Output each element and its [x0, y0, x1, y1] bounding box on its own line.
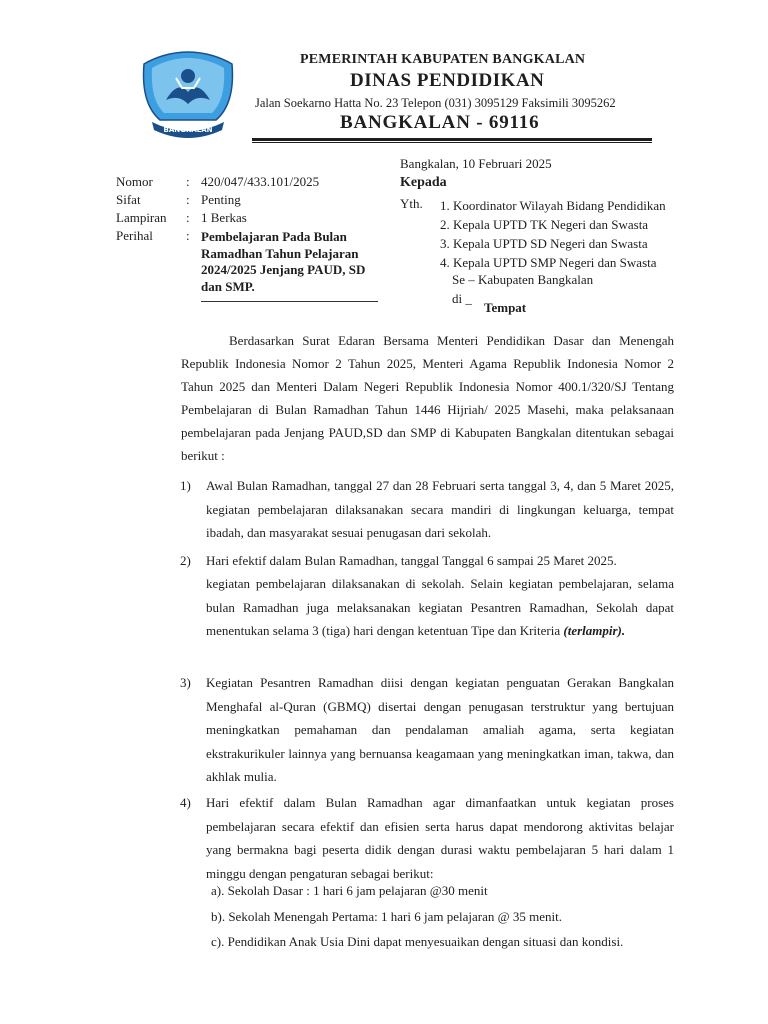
- item-text: Kegiatan Pesantren Ramadhan diisi dengan kegiatan penguatan Gerakan Bangkalan Menghafal al-Quran (GBMQ) disertai dengan penugasan terstruktur yang bertujuan meningkatkan pemahaman dan pendalaman amaliah agama, serta kegiatan ekstrakurikuler lainnya yang bernuansa keagamaan yang meningkatkan iman, takwa, dan akhlak mulia.: [206, 675, 674, 784]
- subject-underline: [201, 301, 378, 302]
- letterhead-government: PEMERINTAH KABUPATEN BANGKALAN: [300, 52, 586, 67]
- letter-date: Bangkalan, 10 Februari 2025: [400, 156, 552, 171]
- sifat-value: Penting: [201, 192, 241, 207]
- nomor-label: Nomor: [116, 174, 153, 189]
- letterhead-agency: DINAS PENDIDIKAN: [350, 70, 545, 91]
- item-number: 1): [180, 478, 191, 493]
- item-first-line: Hari efektif dalam Bulan Ramadhan, tanggal Tanggal 6 sampai 25 Maret 2025.: [206, 553, 617, 568]
- sub-item: b). Sekolah Menengah Pertama: 1 hari 6 jam pelajaran @ 35 menit.: [211, 909, 562, 924]
- item-text: Awal Bulan Ramadhan, tanggal 27 dan 28 Februari serta tanggal 3, 4, dan 5 Maret 2025, kegiatan pembelajaran dilaksanakan secara mandiri di lingkungan keluarga, tempat ibadah, dan masyarakat sesuai penugasan dari sekolah.: [206, 478, 674, 540]
- recipient-item: 1. Koordinator Wilayah Bidang Pendidikan: [440, 198, 666, 213]
- recipient-list: [440, 196, 666, 272]
- lampiran-value: 1 Berkas: [201, 210, 247, 225]
- sub-item: c). Pendidikan Anak Usia Dini dapat menyesuaikan dengan situasi dan kondisi.: [211, 934, 624, 949]
- sifat-colon: :: [186, 192, 190, 207]
- recipient-item: 4. Kepala UPTD SMP Negeri dan Swasta: [440, 255, 657, 270]
- kepada-label: Kepada: [400, 175, 447, 190]
- nomor-value: 420/047/433.101/2025: [201, 174, 320, 189]
- perihal-value: Pembelajaran Pada Bulan Ramadhan Tahun Pelajaran 2024/2025 Jenjang PAUD, SD dan SMP.: [201, 229, 366, 294]
- sub-item: a). Sekolah Dasar : 1 hari 6 jam pelajaran @30 menit: [211, 883, 488, 898]
- yth-label: Yth.: [400, 196, 423, 211]
- recipient-scope: Se – Kabupaten Bangkalan: [452, 272, 594, 287]
- lampiran-colon: :: [186, 210, 190, 225]
- item-number: 4): [180, 795, 191, 810]
- letterhead-rule: [252, 138, 652, 141]
- recipient-item: 3. Kepala UPTD SD Negeri dan Swasta: [440, 236, 648, 251]
- letterhead-rule-thin: [252, 142, 652, 143]
- item-emphasis: (terlampir).: [563, 623, 626, 638]
- letterhead-city: BANGKALAN - 69116: [340, 112, 540, 133]
- recipient-di: di _: [452, 291, 472, 306]
- letterhead-address: Jalan Soekarno Hatta No. 23 Telepon (031) 3095129 Faksimili 3095262: [255, 96, 616, 110]
- intro-paragraph: Berdasarkan Surat Edaran Bersama Menteri Pendidikan Dasar dan Menengah Republik Indonesia Nomor 2 Tahun 2025, Menteri Agama Republik Indonesia Nomor 2 Tahun 2025 dan Menteri Dalam Negeri Republik Indonesia Nomor 400.1/320/SJ Tentang Pembelajaran di Bulan Ramadhan Tahun 1446 Hijriah/ 2025 Masehi, maka pelaksanaan pembelajaran pada Jenjang PAUD,SD dan SMP di Kabupaten Bangkalan ditentukan sebagai berikut :: [181, 333, 674, 463]
- emblem-ribbon-text: BANGKALAN: [163, 126, 213, 134]
- item-text: [206, 572, 674, 643]
- perihal-label: Perihal: [116, 228, 153, 243]
- recipient-tempat: Tempat: [484, 300, 527, 315]
- nomor-colon: :: [186, 174, 190, 189]
- item-number: 2): [180, 553, 191, 568]
- lampiran-label: Lampiran: [116, 210, 167, 225]
- recipient-item: 2. Kepala UPTD TK Negeri dan Swasta: [440, 217, 649, 232]
- perihal-colon: :: [186, 228, 190, 243]
- item-number: 3): [180, 675, 191, 690]
- regency-emblem-icon: [136, 48, 240, 138]
- item-text-body: kegiatan pembelajaran dilaksanakan di sekolah. Selain kegiatan pembelajaran, selama bulan Ramadhan juga melaksanakan kegiatan Pesantren Ramadhan, Sekolah dapat menentukan selama 3 (tiga) hari dengan ketentuan Tipe dan Kriteria: [206, 576, 674, 638]
- sifat-label: Sifat: [116, 192, 141, 207]
- item-text: Hari efektif dalam Bulan Ramadhan agar dimanfaatkan untuk kegiatan proses pembelajaran secara efektif dan efisien serta harus dapat mendorong aktivitas belajar yang bermakna bagi peserta didik dengan durasi waktu pembelajaran 5 hari dalam 1 minggu dengan pengaturan sebagai berikut:: [206, 795, 674, 881]
